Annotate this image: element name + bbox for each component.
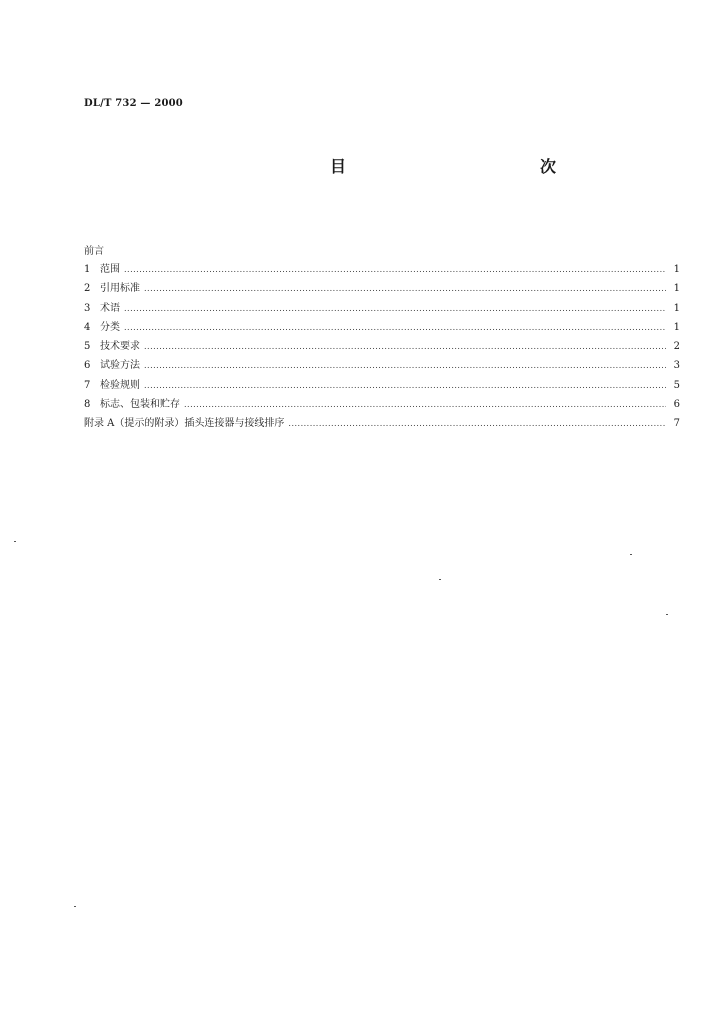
toc-entry-label: 标志、包装和贮存: [100, 399, 180, 411]
scan-speck: [74, 906, 76, 907]
leader-dots: [124, 299, 666, 318]
toc-appendix-label: 附录 A（提示的附录）插头连接器与接线排序: [84, 418, 285, 430]
toc-entry-page: 3: [673, 360, 680, 372]
toc-preface: 前言: [84, 246, 104, 257]
leader-dots: [144, 356, 666, 375]
toc-appendix[interactable]: [84, 414, 680, 433]
leader-dots: [144, 279, 666, 298]
leader-dots: [124, 318, 666, 337]
toc-entry-page: 1: [673, 264, 680, 275]
leader-dots: [124, 260, 666, 279]
toc-entry[interactable]: [84, 260, 680, 279]
toc-entry-page: 2: [673, 341, 680, 353]
toc-entry-number: 6: [84, 360, 91, 372]
toc-entry-number: 3: [84, 302, 91, 314]
toc-entry-number: 1: [84, 264, 91, 275]
toc-entry-page: 5: [673, 379, 680, 391]
toc-entry-number: 7: [84, 379, 91, 391]
toc-entry-label: 试验方法: [100, 360, 140, 372]
toc-entry-number: 2: [84, 283, 91, 295]
toc-entry-label: 范围: [100, 264, 120, 275]
toc-entry-label: 术语: [100, 302, 120, 314]
toc-entry-number: 4: [84, 321, 91, 333]
toc-entry-page: 1: [673, 321, 680, 333]
toc-appendix-page: 7: [673, 418, 680, 430]
leader-dots: [288, 414, 666, 433]
leader-dots: [144, 376, 666, 395]
toc-entry-label: 引用标准: [100, 283, 140, 295]
toc-entry[interactable]: [84, 318, 680, 337]
toc-entry[interactable]: [84, 395, 680, 414]
scan-speck: [630, 554, 632, 555]
toc-entry-label: 分类: [100, 321, 120, 333]
toc-entry-number: 5: [84, 341, 91, 353]
toc-entry-page: 1: [673, 302, 680, 314]
toc-entry-label: 技术要求: [100, 341, 140, 353]
toc-entry-page: 6: [673, 399, 680, 411]
scan-speck: [439, 579, 441, 580]
scan-speck: [666, 614, 668, 615]
leader-dots: [184, 395, 666, 414]
leader-dots: [144, 337, 666, 356]
toc-entry[interactable]: [84, 279, 680, 298]
toc-entry-label: 检验规则: [100, 379, 140, 391]
toc-entry[interactable]: [84, 299, 680, 318]
toc-entry-page: 1: [673, 283, 680, 295]
table-of-contents: [84, 244, 680, 434]
page-title: 目 次: [330, 157, 611, 176]
toc-entry-number: 8: [84, 399, 91, 411]
toc-entry[interactable]: [84, 337, 680, 356]
toc-entry[interactable]: [84, 356, 680, 375]
toc-entry[interactable]: [84, 376, 680, 395]
scan-speck: [14, 541, 16, 542]
standard-number: DL/T 732 — 2000: [84, 98, 183, 109]
